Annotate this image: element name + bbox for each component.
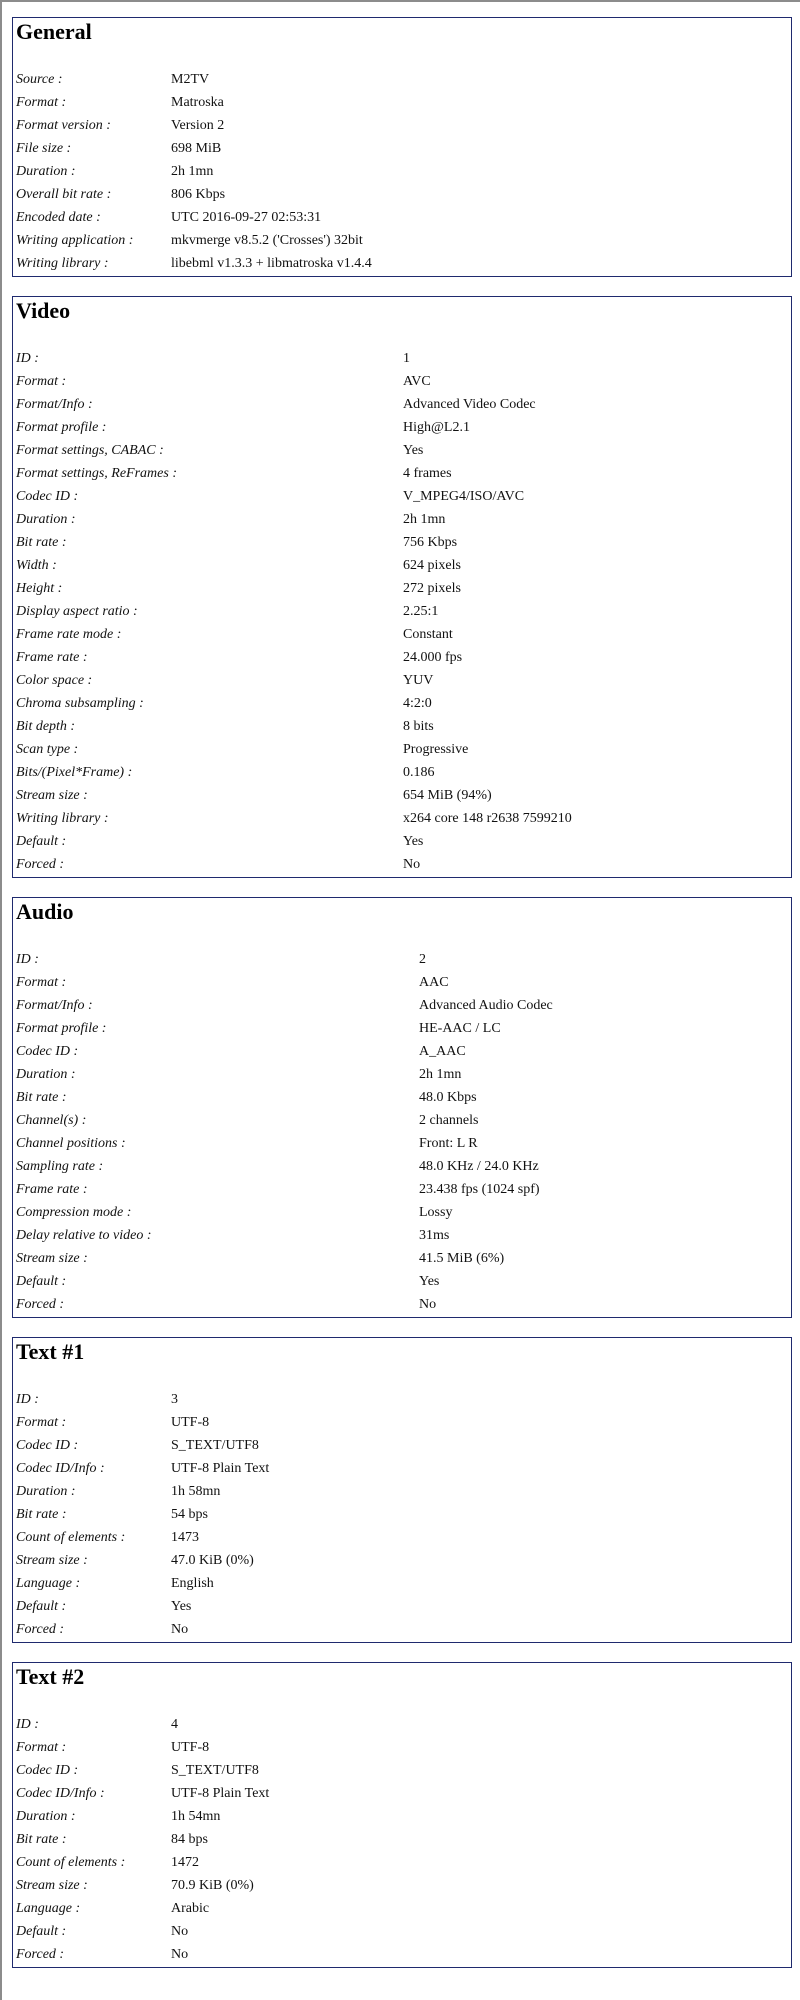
field-value: English: [171, 1576, 214, 1591]
field-value: 1h 58mn: [171, 1484, 221, 1499]
info-row: [16, 1736, 788, 1759]
field-value: AAC: [419, 975, 449, 990]
section-title: Audio: [16, 899, 74, 924]
field-label: Bit rate :: [16, 1090, 67, 1105]
info-row: [16, 577, 788, 600]
field-value: No: [403, 857, 421, 872]
field-value: 41.5 MiB (6%): [419, 1251, 505, 1266]
field-value: 0.186: [403, 765, 435, 780]
field-value: 4:2:0: [403, 696, 432, 711]
info-row: [16, 160, 788, 183]
field-label: Source :: [16, 72, 63, 87]
field-label: Color space :: [16, 673, 93, 688]
field-value: 8 bits: [403, 719, 434, 734]
field-value: Front: L R: [419, 1136, 478, 1151]
field-value: V_MPEG4/ISO/AVC: [403, 489, 525, 504]
info-row: [16, 370, 788, 393]
field-label: Frame rate :: [16, 650, 88, 665]
info-row: [16, 853, 788, 876]
field-label: Forced :: [16, 1297, 65, 1312]
field-value: 47.0 KiB (0%): [171, 1553, 254, 1568]
field-label: Display aspect ratio :: [16, 604, 138, 619]
field-value: 2.25:1: [403, 604, 439, 619]
field-value: 2h 1mn: [171, 164, 214, 179]
field-value: No: [419, 1297, 437, 1312]
field-label: Encoded date :: [16, 210, 101, 225]
field-label: Height :: [16, 581, 63, 596]
field-label: Channel(s) :: [16, 1113, 87, 1128]
field-label: Compression mode :: [16, 1205, 132, 1220]
info-row: [16, 971, 788, 994]
info-row: [16, 1040, 788, 1063]
field-value: 272 pixels: [403, 581, 461, 596]
field-label: Format :: [16, 1740, 67, 1755]
field-label: Writing library :: [16, 256, 109, 271]
info-row: [16, 1457, 788, 1480]
field-value: 48.0 Kbps: [419, 1090, 477, 1105]
field-label: Default :: [16, 1274, 67, 1289]
field-value: UTF-8 Plain Text: [171, 1461, 270, 1476]
info-row: [16, 1572, 788, 1595]
info-row: [16, 183, 788, 206]
field-value: x264 core 148 r2638 7599210: [403, 811, 572, 826]
field-label: ID :: [16, 1392, 39, 1407]
field-value: 54 bps: [171, 1507, 208, 1522]
field-value: 654 MiB (94%): [403, 788, 492, 803]
field-value: 1h 54mn: [171, 1809, 221, 1824]
field-value: Yes: [419, 1274, 440, 1289]
info-row: [16, 1828, 788, 1851]
field-label: Stream size :: [16, 1553, 88, 1568]
field-label: Format profile :: [16, 1021, 107, 1036]
field-value: 31ms: [419, 1228, 450, 1243]
field-value: 70.9 KiB (0%): [171, 1878, 254, 1893]
info-row: [16, 807, 788, 830]
field-value: Advanced Audio Codec: [419, 998, 553, 1013]
field-value: 2h 1mn: [403, 512, 446, 527]
section-title: Video: [16, 298, 71, 323]
field-value: 1473: [171, 1530, 199, 1545]
field-label: Bits/(Pixel*Frame) :: [16, 765, 133, 780]
info-row: [16, 1874, 788, 1897]
info-row: [16, 508, 788, 531]
field-value: 2h 1mn: [419, 1067, 462, 1082]
field-label: ID :: [16, 351, 39, 366]
field-label: Delay relative to video :: [16, 1228, 152, 1243]
info-rows: [16, 1713, 788, 1966]
field-value: 48.0 KHz / 24.0 KHz: [419, 1159, 539, 1174]
field-label: Codec ID :: [16, 489, 79, 504]
info-row: [16, 623, 788, 646]
field-label: Duration :: [16, 164, 76, 179]
field-label: Frame rate :: [16, 1182, 88, 1197]
field-label: Writing application :: [16, 233, 134, 248]
field-label: Bit rate :: [16, 1507, 67, 1522]
field-value: libebml v1.3.3 + libmatroska v1.4.4: [171, 256, 372, 271]
info-row: [16, 1178, 788, 1201]
info-row: [16, 1293, 788, 1316]
info-row: [16, 600, 788, 623]
field-label: Width :: [16, 558, 57, 573]
info-row: [16, 68, 788, 91]
field-value: 23.438 fps (1024 spf): [419, 1182, 540, 1197]
field-value: UTF-8: [171, 1415, 210, 1430]
info-row: [16, 1224, 788, 1247]
info-row: [16, 646, 788, 669]
field-value: Lossy: [419, 1205, 453, 1220]
info-row: [16, 229, 788, 252]
info-row: [16, 738, 788, 761]
field-label: Duration :: [16, 1809, 76, 1824]
field-label: Writing library :: [16, 811, 109, 826]
field-label: Codec ID/Info :: [16, 1461, 105, 1476]
section-title: General: [16, 19, 92, 44]
section-title: Text #2: [16, 1664, 85, 1689]
field-label: Bit rate :: [16, 535, 67, 550]
field-value: HE-AAC / LC: [419, 1021, 501, 1036]
field-label: Count of elements :: [16, 1530, 126, 1545]
field-label: Forced :: [16, 1622, 65, 1637]
info-row: [16, 994, 788, 1017]
info-row: [16, 1247, 788, 1270]
field-label: Format settings, CABAC :: [16, 443, 164, 458]
info-row: [16, 485, 788, 508]
field-value: 698 MiB: [171, 141, 222, 156]
field-value: Yes: [403, 443, 424, 458]
field-label: Count of elements :: [16, 1855, 126, 1870]
field-value: Advanced Video Codec: [403, 397, 536, 412]
field-label: Format version :: [16, 118, 111, 133]
field-label: Stream size :: [16, 1878, 88, 1893]
info-row: [16, 1132, 788, 1155]
text-2-section: [12, 1662, 792, 1968]
field-value: 84 bps: [171, 1832, 208, 1847]
field-label: Format :: [16, 374, 67, 389]
field-label: ID :: [16, 1717, 39, 1732]
info-row: [16, 715, 788, 738]
field-value: S_TEXT/UTF8: [171, 1438, 259, 1453]
field-label: Default :: [16, 1924, 67, 1939]
field-value: Progressive: [403, 742, 469, 757]
field-label: Forced :: [16, 1947, 65, 1962]
section-title: Text #1: [16, 1339, 85, 1364]
field-value: UTC 2016-09-27 02:53:31: [171, 210, 322, 225]
field-label: Format :: [16, 975, 67, 990]
field-value: 1: [403, 351, 410, 366]
field-label: Channel positions :: [16, 1136, 126, 1151]
field-label: Bit depth :: [16, 719, 76, 734]
field-label: Bit rate :: [16, 1832, 67, 1847]
field-value: M2TV: [171, 72, 210, 87]
field-label: Scan type :: [16, 742, 79, 757]
field-label: Codec ID :: [16, 1044, 79, 1059]
field-value: UTF-8 Plain Text: [171, 1786, 270, 1801]
info-row: [16, 1851, 788, 1874]
field-value: 4: [171, 1717, 178, 1732]
field-label: Forced :: [16, 857, 65, 872]
field-value: Yes: [171, 1599, 192, 1614]
field-label: Format/Info :: [16, 998, 93, 1013]
info-row: [16, 1155, 788, 1178]
field-label: Language :: [16, 1901, 81, 1916]
info-row: [16, 206, 788, 229]
info-row: [16, 1434, 788, 1457]
field-value: 1472: [171, 1855, 199, 1870]
field-value: 2 channels: [419, 1113, 479, 1128]
field-label: ID :: [16, 952, 39, 967]
general-section: [12, 17, 792, 277]
info-row: [16, 137, 788, 160]
info-row: [16, 393, 788, 416]
field-value: Version 2: [171, 118, 225, 133]
audio-section: [12, 897, 792, 1318]
field-value: 2: [419, 952, 426, 967]
field-value: A_AAC: [419, 1044, 466, 1059]
field-label: Default :: [16, 1599, 67, 1614]
info-row: [16, 1201, 788, 1224]
info-row: [16, 1063, 788, 1086]
field-value: YUV: [403, 673, 434, 688]
info-row: [16, 1759, 788, 1782]
info-row: [16, 1411, 788, 1434]
field-label: Codec ID :: [16, 1763, 79, 1778]
field-label: Format settings, ReFrames :: [16, 466, 177, 481]
field-label: Codec ID :: [16, 1438, 79, 1453]
info-row: [16, 1526, 788, 1549]
info-row: [16, 1549, 788, 1572]
info-row: [16, 1805, 788, 1828]
field-value: Matroska: [171, 95, 224, 110]
field-value: 624 pixels: [403, 558, 461, 573]
field-value: Constant: [403, 627, 453, 642]
field-label: Format/Info :: [16, 397, 93, 412]
field-label: Codec ID/Info :: [16, 1786, 105, 1801]
field-value: 3: [171, 1392, 178, 1407]
info-row: [16, 554, 788, 577]
field-label: Format :: [16, 95, 67, 110]
field-label: Chroma subsampling :: [16, 696, 144, 711]
info-row: [16, 761, 788, 784]
info-row: [16, 1920, 788, 1943]
field-label: Default :: [16, 834, 67, 849]
info-row: [16, 91, 788, 114]
field-value: No: [171, 1622, 189, 1637]
video-section: [12, 296, 792, 878]
info-row: [16, 462, 788, 485]
field-value: AVC: [403, 374, 431, 389]
info-row: [16, 1618, 788, 1641]
field-value: No: [171, 1924, 189, 1939]
info-row: [16, 1503, 788, 1526]
info-row: [16, 531, 788, 554]
info-row: [16, 1595, 788, 1618]
info-rows: [16, 1388, 788, 1641]
info-row: [16, 1109, 788, 1132]
field-label: Format profile :: [16, 420, 107, 435]
field-value: 756 Kbps: [403, 535, 458, 550]
field-label: Duration :: [16, 1484, 76, 1499]
field-value: mkvmerge v8.5.2 ('Crosses') 32bit: [171, 233, 363, 248]
info-row: [16, 669, 788, 692]
field-value: Yes: [403, 834, 424, 849]
info-row: [16, 830, 788, 853]
info-row: [16, 1713, 788, 1736]
field-label: Frame rate mode :: [16, 627, 122, 642]
info-row: [16, 948, 788, 971]
text-1-section: [12, 1337, 792, 1643]
info-row: [16, 1017, 788, 1040]
info-rows: [16, 68, 788, 275]
info-row: [16, 1897, 788, 1920]
field-value: S_TEXT/UTF8: [171, 1763, 259, 1778]
info-row: [16, 692, 788, 715]
info-row: [16, 1086, 788, 1109]
info-row: [16, 347, 788, 370]
field-label: File size :: [16, 141, 72, 156]
field-label: Duration :: [16, 1067, 76, 1082]
field-value: High@L2.1: [403, 420, 470, 435]
info-row: [16, 1388, 788, 1411]
info-row: [16, 1782, 788, 1805]
field-label: Stream size :: [16, 788, 88, 803]
info-row: [16, 1480, 788, 1503]
field-label: Overall bit rate :: [16, 187, 112, 202]
info-rows: [16, 347, 788, 876]
field-value: Arabic: [171, 1901, 210, 1916]
info-row: [16, 439, 788, 462]
info-row: [16, 416, 788, 439]
field-value: 24.000 fps: [403, 650, 463, 665]
info-row: [16, 1270, 788, 1293]
info-row: [16, 784, 788, 807]
info-row: [16, 1943, 788, 1966]
field-value: No: [171, 1947, 189, 1962]
field-label: Stream size :: [16, 1251, 88, 1266]
field-value: 4 frames: [403, 466, 452, 481]
field-value: 806 Kbps: [171, 187, 226, 202]
field-label: Language :: [16, 1576, 81, 1591]
field-label: Format :: [16, 1415, 67, 1430]
info-rows: [16, 948, 788, 1316]
info-row: [16, 114, 788, 137]
field-label: Sampling rate :: [16, 1159, 104, 1174]
info-row: [16, 252, 788, 275]
field-value: UTF-8: [171, 1740, 210, 1755]
field-label: Duration :: [16, 512, 76, 527]
